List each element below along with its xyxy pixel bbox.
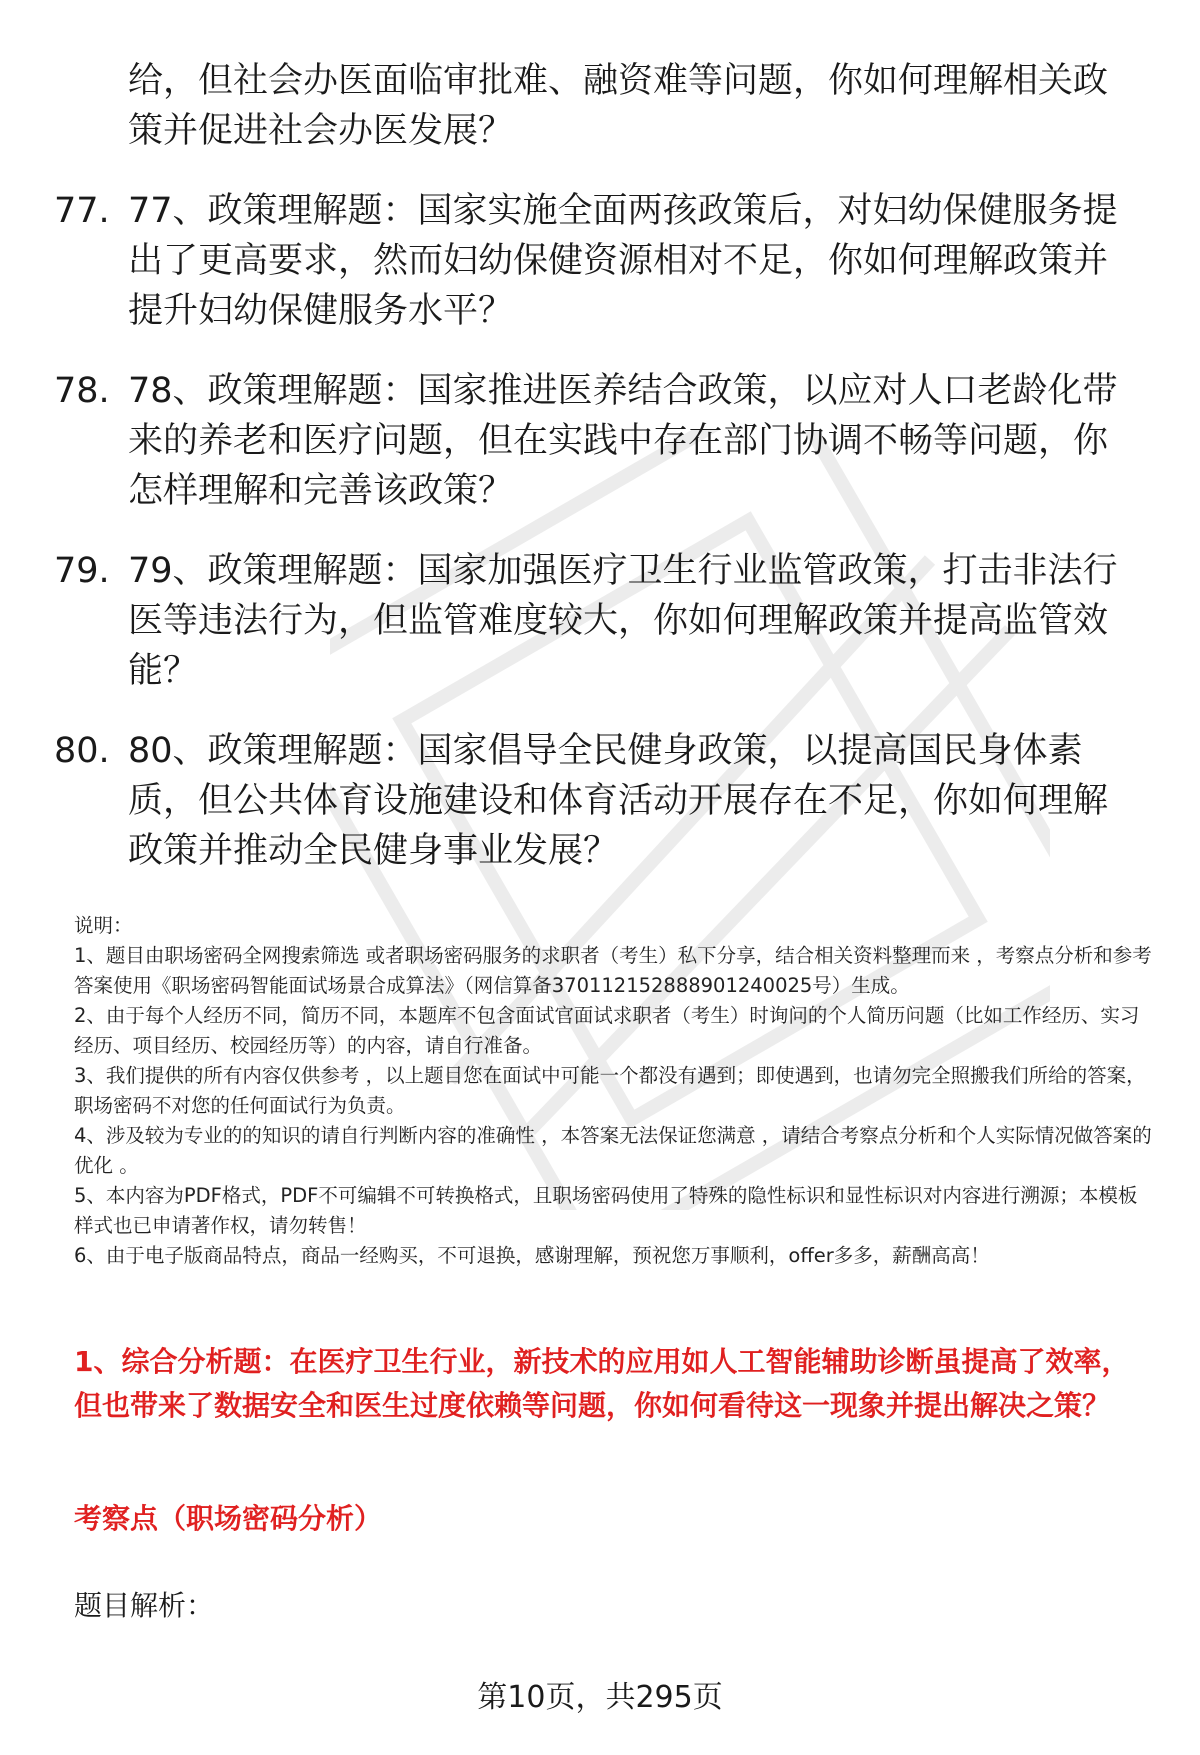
question-number: 77. [54, 191, 110, 231]
note-item: 5、本内容为PDF格式，PDF不可编辑不可转换格式，且职场密码使用了特殊的隐性标识和显性标识对内容进行溯源；本模板样式也已申请著作权，请勿转售！ [74, 1184, 1138, 1237]
page-number: 第10页，共295页 [477, 1680, 723, 1715]
notes-title: 说明： [74, 914, 133, 937]
note-item: 2、由于每个人经历不同，简历不同，本题库不包含面试官面试求职者（考生）时询问的个人简历问题（比如工作经历、实习经历、项目经历、校园经历等）的内容，请自行准备。 [74, 1004, 1140, 1057]
question-number: 80. [54, 731, 110, 771]
analysis-label: 题目解析： [74, 1589, 215, 1622]
question-text: 78、政策理解题：国家推进医养结合政策，以应对人口老龄化带来的养老和医疗问题，但在实践中存在部门协调不畅等问题，你怎样理解和完善该政策？ [128, 371, 1118, 511]
list-item [0, 186, 1200, 336]
question-text: 77、政策理解题：国家实施全面两孩政策后，对妇幼保健服务提出了更高要求，然而妇幼保健资源相对不足，你如何理解政策并提升妇幼保健服务水平？ [128, 191, 1118, 331]
notes-section [74, 911, 1154, 1271]
note-item: 4、涉及较为专业的的知识的请自行判断内容的准确性 ，本答案无法保证您满意 ，请结合考察点分析和个人实际情况做答案的优化 。 [74, 1124, 1152, 1177]
question-continuation [0, 56, 1200, 156]
question-number: 78. [54, 371, 110, 411]
question-text: 80、政策理解题：国家倡导全民健身政策，以提高国民身体素质，但公共体育设施建设和体育活动开展存在不足，你如何理解政策并推动全民健身事业发展？ [128, 731, 1109, 871]
question-number: 79. [54, 551, 110, 591]
note-item: 1、题目由职场密码全网搜索筛选 或者职场密码服务的求职者（考生）私下分享，结合相关资料整理而来 ，考察点分析和参考答案使用《职场密码智能面试场景合成算法》（网信算备370112152888901240025号）生成。 [74, 944, 1152, 997]
question-text: 79、政策理解题：国家加强医疗卫生行业监管政策，打击非法行医等违法行为，但监管难度较大，你如何理解政策并提高监管效能？ [128, 551, 1118, 691]
list-item [0, 366, 1200, 516]
list-item [0, 726, 1200, 876]
note-item: 3、我们提供的所有内容仅供参考 ，以上题目您在面试中可能一个都没有遇到；即使遇到，也请勿完全照搬我们所给的答案，职场密码不对您的任何面试行为负责。 [74, 1064, 1146, 1117]
question-list [0, 56, 1200, 906]
list-item [0, 546, 1200, 696]
question-text: 给，但社会办医面临审批难、融资难等问题，你如何理解相关政策并促进社会办医发展？ [128, 61, 1109, 151]
analysis-subheading: 考察点（职场密码分析） [74, 1502, 383, 1535]
featured-question: 1、综合分析题：在医疗卫生行业，新技术的应用如人工智能辅助诊断虽提高了效率，但也带来了数据安全和医生过度依赖等问题，你如何看待这一现象并提出解决之策？ [74, 1345, 1130, 1422]
note-item: 6、由于电子版商品特点，商品一经购买，不可退换，感谢理解，预祝您万事顺利，offer多多，薪酬高高！ [74, 1244, 990, 1267]
